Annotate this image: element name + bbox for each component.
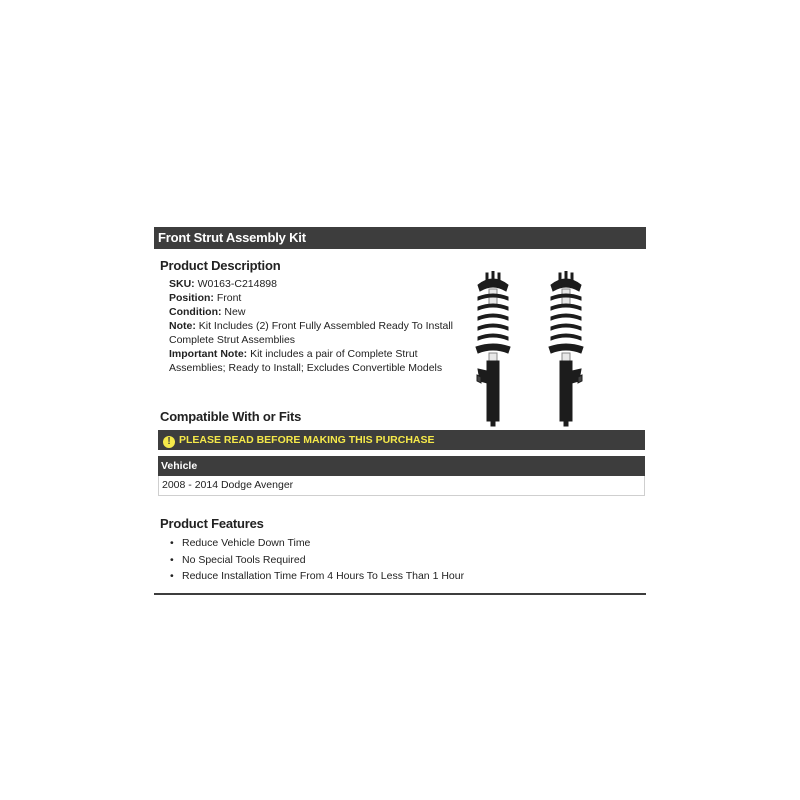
list-item: • No Special Tools Required [170,552,464,569]
position-label: Position: [169,292,214,304]
sku-row [169,277,469,291]
table-row [158,476,645,496]
important-note-label: Important Note: [169,348,248,360]
product-description-heading: Product Description [160,258,281,273]
note-line-1: Kit Includes (2) Front Fully Assembled Ready To Install [198,320,454,332]
vehicle-column-header: Vehicle [161,460,198,472]
condition-label: Condition: [169,306,222,318]
product-card [154,227,646,582]
compatibility-heading: Compatible With or Fits [160,409,302,424]
vehicle-table-header [158,456,645,476]
list-item: • Reduce Installation Time From 4 Hours To Less Than 1 Hour [170,568,464,585]
note-label: Note: [169,320,196,332]
strut-assembly-pair-image [472,271,587,427]
important-note-row [169,347,469,361]
product-description-section [154,249,646,582]
important-note-line-1: Kit includes a pair of Complete Strut [250,348,418,360]
purchase-warning-banner [158,430,645,450]
bottom-divider [154,593,646,595]
condition-row [169,305,469,319]
position-row [169,291,469,305]
purchase-warning-text: PLEASE READ BEFORE MAKING THIS PURCHASE [179,434,435,446]
sku-label: SKU: [169,278,195,290]
condition-value: New [224,306,246,318]
note-row-continued: Complete Strut Assemblies [169,334,296,346]
note-row [169,319,469,333]
product-features-list [170,535,464,585]
product-title: Front Strut Assembly Kit [154,227,646,249]
sku-value: W0163-C214898 [197,278,277,290]
position-value: Front [216,292,242,304]
important-note-row-continued: Assemblies; Ready to Install; Excludes Convertible Models [169,362,443,374]
list-item: • Reduce Vehicle Down Time [170,535,464,552]
product-features-heading: Product Features [160,516,264,531]
product-description-details [169,277,469,375]
vehicle-cell: 2008 - 2014 Dodge Avenger [162,479,294,491]
exclamation-circle-icon: ! [163,436,175,448]
